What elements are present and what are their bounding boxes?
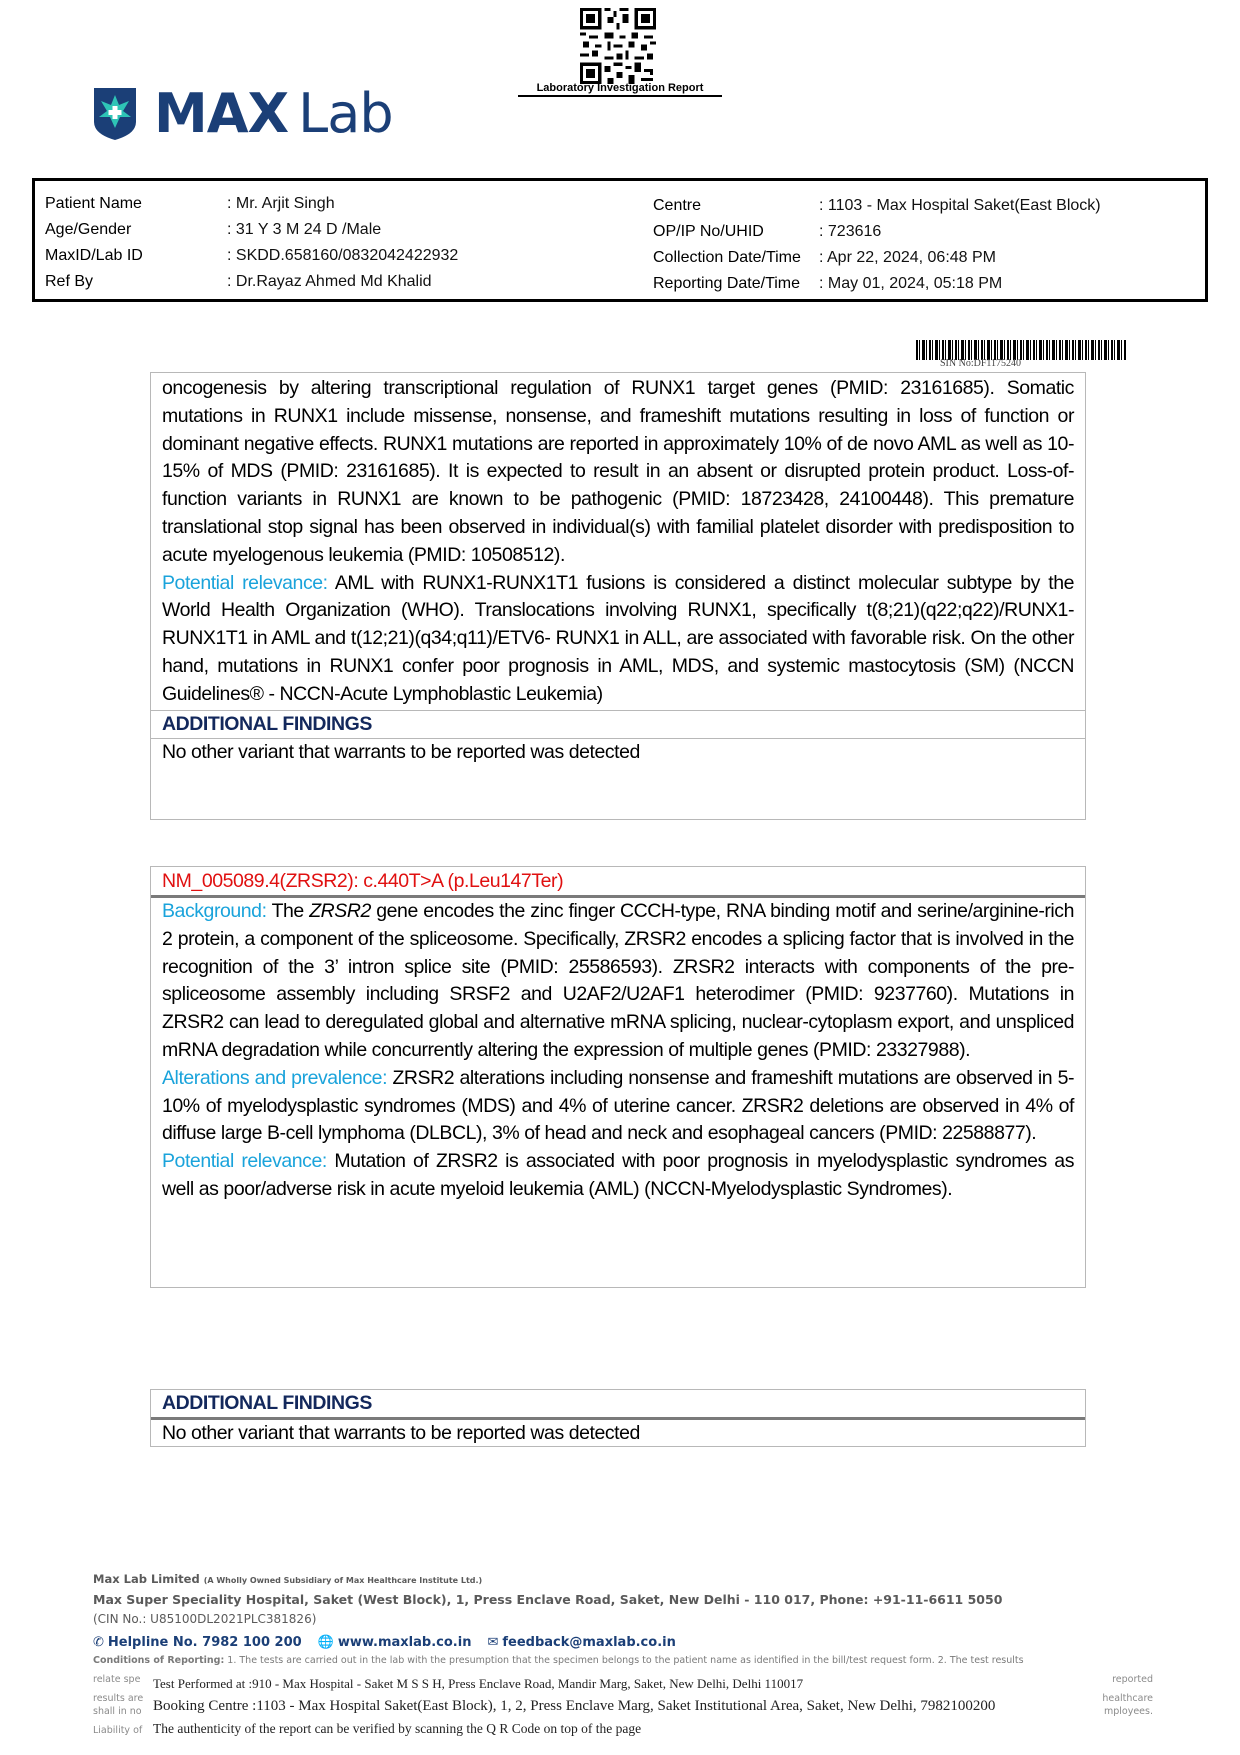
centre-value: : 1103 - Max Hospital Saket(East Block) bbox=[819, 197, 1101, 214]
uhid-row bbox=[653, 219, 1101, 245]
booking-centre: Booking Centre :1103 - Max Hospital Saket(East Block), 1, 2, Press Enclave Marg, Saket Institutional Area, Saket, New Delhi, 7982100200 bbox=[153, 1698, 996, 1714]
reporting-date-value: : May 01, 2024, 05:18 PM bbox=[819, 275, 1003, 292]
test-performed-at: Test Performed at :910 - Max Hospital - Saket M S S H, Press Enclave Road, Mandir Marg, Saket, New Delhi, Delhi 110017 bbox=[153, 1676, 804, 1691]
lab-id-value: : SKDD.658160/0832042422932 bbox=[227, 247, 459, 264]
footer-contacts bbox=[93, 1635, 1153, 1650]
footer bbox=[93, 1570, 1153, 1736]
centre-row bbox=[653, 193, 1101, 219]
footer-address: Max Super Speciality Hospital, Saket (West Block), 1, Press Enclave Road, Saket, New Delhi - 110 017, Phone: +91-11-6611 5050 bbox=[93, 1592, 1003, 1607]
globe-icon: 🌐 bbox=[317, 1635, 334, 1650]
reporting-date-row bbox=[653, 271, 1101, 297]
report-title: Laboratory Investigation Report bbox=[518, 82, 722, 97]
conditions-cut-left: relate spe results are shall in no Liability of bbox=[93, 1674, 144, 1736]
patient-name-value: : Mr. Arjit Singh bbox=[227, 195, 335, 212]
website-link[interactable]: 🌐 www.maxlab.co.in bbox=[317, 1635, 472, 1650]
potential-relevance-label: Potential relevance: bbox=[162, 571, 328, 594]
final-additional-findings-block bbox=[150, 1389, 1086, 1447]
age-gender-value: : 31 Y 3 M 24 D /Male bbox=[227, 221, 382, 238]
patient-info-left bbox=[45, 191, 458, 295]
field-label: Ref By bbox=[45, 273, 94, 290]
background-text: gene encodes the zinc finger CCCH-type, RNA binding motif and serine/arginine-rich 2 protein, a component of the spliceosome. Specifically, ZRSR2 encodes a splicing factor that is involved in the recognition of the 3’ intron splice site (PMID: 25586593). ZRSR2 interacts with components of the pre-spliceosome assembly including SRSF2 and U2AF2/U2AF1 heterodimer (PMID: 9237760). Mutations in ZRSR2 can lead to deregulated global and alternative mRNA splicing, nuclear-cytoplasm export, and unspliced mRNA degradation while concurrently altering the expression of multiple genes (PMID: 23327988). bbox=[162, 900, 1074, 1061]
logo-wordmark: MAX Lab bbox=[154, 82, 393, 145]
uhid-value: : 723616 bbox=[819, 223, 882, 240]
mail-icon: ✉ bbox=[487, 1635, 499, 1650]
runx1-interpretation-block bbox=[150, 372, 1086, 820]
lab-details bbox=[153, 1674, 995, 1740]
runx1-continued-text: oncogenesis by altering transcriptional regulation of RUNX1 target genes (PMID: 23161685). Somatic mutations in RUNX1 include missense, nonsense, and frameshift mutations resulting in loss of function or dominant negative effects. RUNX1 mutations are reported in approximately 10% of de novo AML as well as 10-15% of MDS (PMID: 23161685). It is expected to result in an absent or disrupted protein product. Loss-of-function variants in RUNX1 are known to be pathogenic (PMID: 18723428, 24100448). This premature translational stop signal has been observed in individual(s) with familial platelet disorder with predisposition to acute myelogenous leukemia (PMID: 10508512). Potential relevance: AML with RUNX1-RUNX1T1 fusions is considered a distinct molecular subtype by the World Health Organization (WHO). Translocations involving RUNX1, specifically t(8;21)(q22;q22)/RUNX1-RUNX1T1 in AML and t(12;21)(q34;q11)/ETV6- RUNX1 in ALL, are associated with favorable risk. On the other hand, mutations in RUNX1 confer poor prognosis in AML, MDS, and systemic mastocytosis (SM) (NCCN Guidelines® - NCCN-Acute Lymphoblastic Leukemia) bbox=[162, 377, 1075, 705]
barcode-icon bbox=[916, 340, 1126, 360]
gene-name: ZRSR2 bbox=[309, 900, 371, 922]
footer-cin: (CIN No.: U85100DL2021PLC381826) bbox=[93, 1612, 317, 1626]
conditions-of-reporting: Conditions of Reporting: 1. The tests are carried out in the lab with the presumption that the specimen belongs to the patient name as identified in the bill/test request form. 2. The test results bbox=[93, 1655, 1024, 1666]
conditions-cut-right: reported healthcare mployees. bbox=[1102, 1674, 1153, 1717]
patient-name-row bbox=[45, 191, 458, 217]
zrsr2-interpretation-text: Background: The ZRSR2 gene encodes the zinc finger CCCH-type, RNA binding motif and serine/arginine-rich 2 protein, a component of the spliceosome. Specifically, ZRSR2 encodes a splicing factor that is involved in the recognition of the 3’ intron splice site (PMID: 25586593). ZRSR2 interacts with components of the pre-spliceosome assembly including SRSF2 and U2AF2/U2AF1 heterodimer (PMID: 9237760). Mutations in ZRSR2 can lead to deregulated global and alternative mRNA splicing, nuclear-cytoplasm export, and unspliced mRNA degradation while concurrently altering the expression of multiple genes (PMID: 23327988). Alterations and prevalence: ZRSR2 alterations including nonsense and frameshift mutations are observed in 5-10% of myelodysplastic syndromes (MDS) and 4% of uterine cancer. ZRSR2 deletions are observed in 4% of diffuse large B-cell lymphoma (DLBCL), 3% of head and neck and esophageal cancers (PMID: 22588877). Potential relevance: Mutation of ZRSR2 is associated with poor prognosis in myelodysplastic syndromes as well as poor/adverse risk in acute myeloid leukemia (AML) (NCCN-Myelodysplastic Syndromes). bbox=[162, 900, 1075, 1200]
lab-id-row bbox=[45, 243, 458, 269]
collection-date-row bbox=[653, 245, 1101, 271]
additional-findings-text: No other variant that warrants to be reported was detected bbox=[162, 740, 640, 763]
patient-info-box bbox=[32, 178, 1208, 302]
potential-relevance-text: AML with RUNX1-RUNX1T1 fusions is considered a distinct molecular subtype by the World Health Organization (WHO). Translocations involving RUNX1, specifically t(8;21)(q22;q22)/RUNX1-RUNX1T1 in AML and t(12;21)(q34;q11)/ETV6- RUNX1 in ALL, are associated with favorable risk. On the other hand, mutations in RUNX1 confer poor prognosis in AML, MDS, and systemic mastocytosis (SM) (NCCN Guidelines® - NCCN-Acute Lymphoblastic Leukemia) bbox=[162, 571, 1075, 705]
field-label: Reporting Date/Time bbox=[653, 275, 801, 292]
variant-heading: NM_005089.4(ZRSR2): c.440T>A (p.Leu147Ter) bbox=[162, 870, 564, 892]
field-label: Patient Name bbox=[45, 195, 142, 212]
qr-code-icon[interactable] bbox=[580, 8, 656, 84]
potential-relevance-label: Potential relevance: bbox=[162, 1150, 327, 1173]
collection-date-value: : Apr 22, 2024, 06:48 PM bbox=[819, 249, 997, 266]
background-label: Background: bbox=[162, 900, 267, 922]
field-label: Age/Gender bbox=[45, 221, 132, 238]
max-lab-logo bbox=[92, 82, 393, 145]
phone-icon: ✆ bbox=[93, 1635, 104, 1650]
additional-findings-text: No other variant that warrants to be reported was detected bbox=[162, 1422, 640, 1444]
email-link[interactable]: ✉ feedback@maxlab.co.in bbox=[487, 1635, 676, 1650]
footer-company: Max Lab Limited (A Wholly Owned Subsidiary of Max Healthcare Institute Ltd.) bbox=[93, 1572, 483, 1586]
ref-by-row bbox=[45, 269, 458, 295]
additional-findings-heading: ADDITIONAL FINDINGS bbox=[162, 1392, 372, 1414]
max-lab-shield-star-icon bbox=[92, 86, 138, 142]
alterations-label: Alterations and prevalence: bbox=[162, 1066, 388, 1089]
potential-relevance-text: Mutation of ZRSR2 is associated with poor prognosis in myelodysplastic syndromes as well as poor/adverse risk in acute myeloid leukemia (AML) (NCCN-Myelodysplastic Syndromes). bbox=[162, 1150, 1074, 1200]
zrsr2-variant-block bbox=[150, 866, 1086, 1288]
field-label: Collection Date/Time bbox=[653, 249, 801, 266]
alterations-text: ZRSR2 alterations including nonsense and frameshift mutations are observed in 5-10% of myelodysplastic syndromes (MDS) and 4% of uterine cancer. ZRSR2 deletions are observed in 4% of diffuse large B-cell lymphoma (DLBCL), 3% of head and neck and esophageal cancers (PMID: 22588877). bbox=[162, 1066, 1075, 1145]
field-label: Centre bbox=[653, 197, 702, 214]
field-label: MaxID/Lab ID bbox=[45, 247, 143, 264]
patient-info-right bbox=[653, 193, 1101, 297]
age-gender-row bbox=[45, 217, 458, 243]
ref-by-value: : Dr.Rayaz Ahmed Md Khalid bbox=[227, 273, 432, 290]
field-label: OP/IP No/UHID bbox=[653, 223, 764, 240]
additional-findings-heading: ADDITIONAL FINDINGS bbox=[162, 712, 372, 735]
sin-number: SIN No:DF1175240 bbox=[940, 358, 1022, 369]
helpline[interactable]: ✆ Helpline No. 7982 100 200 bbox=[93, 1635, 302, 1650]
authenticity-note: The authenticity of the report can be verified by scanning the Q R Code on top of the page bbox=[153, 1721, 642, 1736]
